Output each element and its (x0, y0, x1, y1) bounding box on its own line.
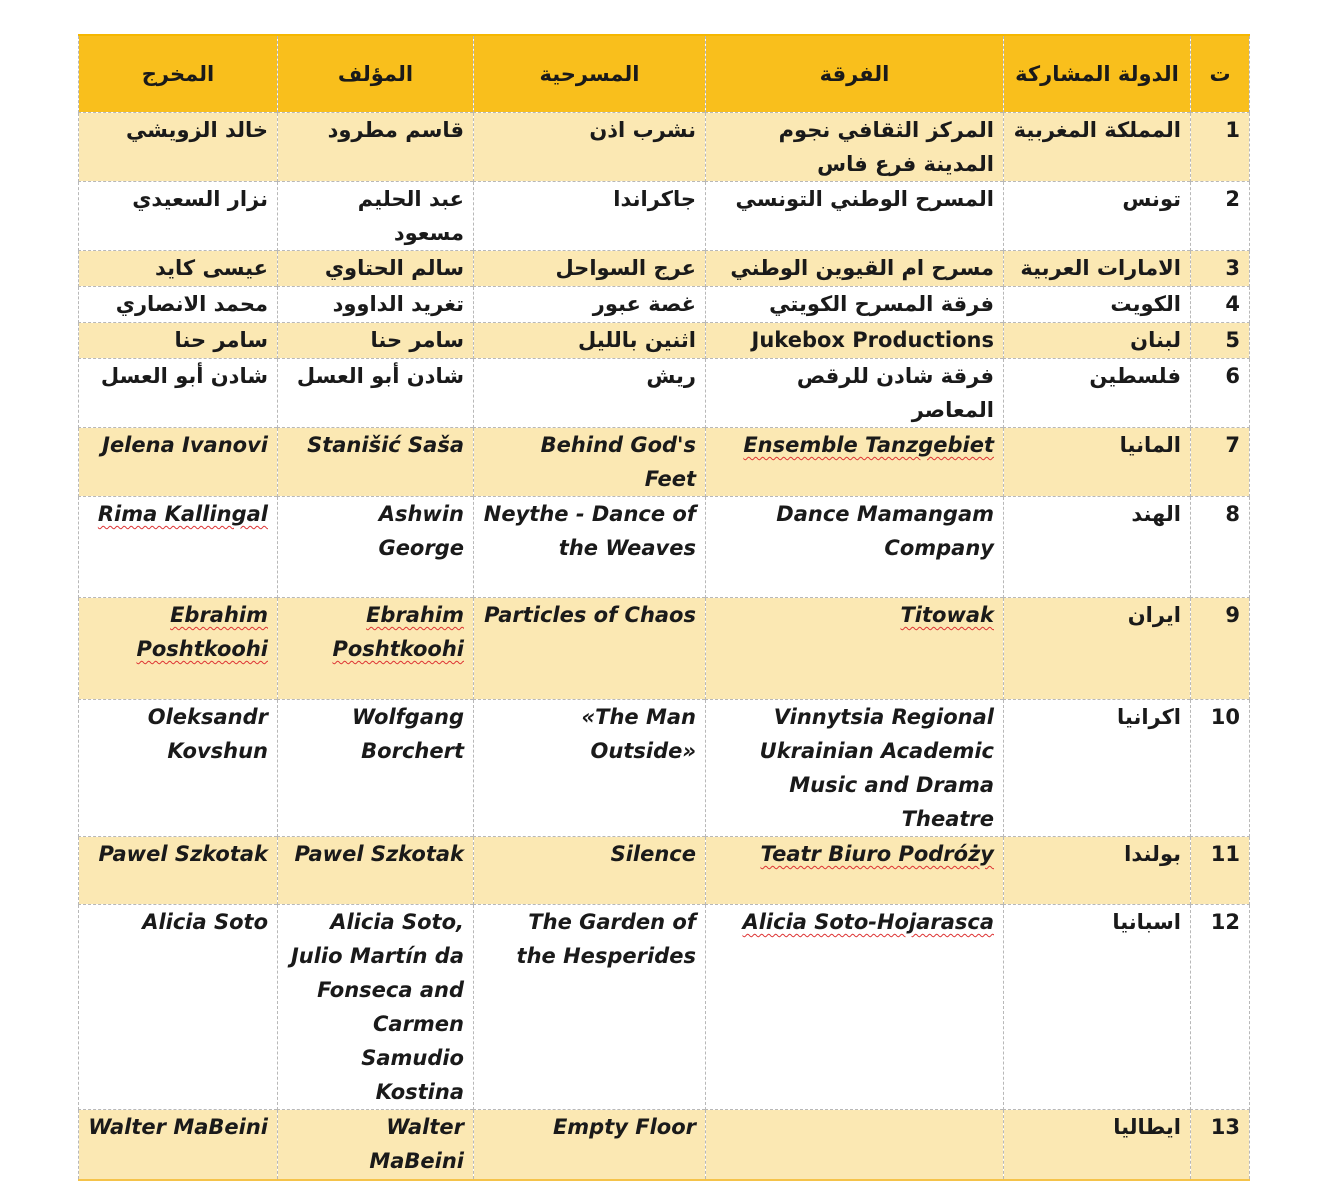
row-author: عبد الحليم مسعود (278, 182, 474, 251)
header-director: المخرج (79, 35, 278, 113)
row-num: 5 (1191, 323, 1250, 359)
row-director: عيسى كايد (79, 251, 278, 287)
table-row (79, 598, 1250, 700)
row-num: 13 (1191, 1110, 1250, 1180)
row-country: ايطاليا (1004, 1110, 1191, 1180)
table-header-row (79, 35, 1250, 113)
row-troupe (706, 1110, 1004, 1180)
row-director-text: Ebrahim Poshtkoohi (136, 603, 268, 661)
row-troupe-text: Teatr Biuro Podróży (760, 842, 994, 866)
row-country: اكرانيا (1004, 700, 1191, 837)
row-troupe: Dance Mamangam Company (706, 497, 1004, 598)
row-author (278, 598, 474, 700)
row-author: Wolfgang Borchert (278, 700, 474, 837)
row-country: الهند (1004, 497, 1191, 598)
row-play: «The Man Outside» (474, 700, 706, 837)
row-author: Alicia Soto, Julio Martín da Fonseca and Carmen Samudio Kostina (278, 905, 474, 1110)
row-play: Behind God's Feet (474, 428, 706, 497)
row-num: 6 (1191, 359, 1250, 428)
row-country: فلسطين (1004, 359, 1191, 428)
row-play: عرج السواحل (474, 251, 706, 287)
row-troupe: المسرح الوطني التونسي (706, 182, 1004, 251)
row-play: The Garden of the Hesperides (474, 905, 706, 1110)
row-play: اثنين بالليل (474, 323, 706, 359)
row-troupe: Vinnytsia Regional Ukrainian Academic Music and Drama Theatre (706, 700, 1004, 837)
row-director: Walter MaBeini (79, 1110, 278, 1180)
row-troupe: فرقة شادن للرقص المعاصر (706, 359, 1004, 428)
row-country: الامارات العربية (1004, 251, 1191, 287)
table-row (79, 251, 1250, 287)
row-num: 4 (1191, 287, 1250, 323)
table-row (79, 1110, 1250, 1180)
row-author: Stanišić Saša (278, 428, 474, 497)
row-author: Walter MaBeini (278, 1110, 474, 1180)
row-country: تونس (1004, 182, 1191, 251)
row-troupe (706, 905, 1004, 1110)
table-row (79, 287, 1250, 323)
row-country: بولندا (1004, 837, 1191, 905)
row-num: 10 (1191, 700, 1250, 837)
row-troupe (706, 428, 1004, 497)
row-director-text: Rima Kallingal (97, 502, 268, 526)
row-num: 1 (1191, 113, 1250, 182)
table-row (79, 359, 1250, 428)
row-director: Jelena Ivanovi (79, 428, 278, 497)
table-row (79, 182, 1250, 251)
row-play: Silence (474, 837, 706, 905)
row-country: الكويت (1004, 287, 1191, 323)
table-row (79, 497, 1250, 598)
row-author: قاسم مطرود (278, 113, 474, 182)
row-author: سالم الحتاوي (278, 251, 474, 287)
row-country: المانيا (1004, 428, 1191, 497)
row-director: سامر حنا (79, 323, 278, 359)
row-director (79, 497, 278, 598)
row-play: Neythe - Dance of the Weaves (474, 497, 706, 598)
row-num: 7 (1191, 428, 1250, 497)
row-num: 9 (1191, 598, 1250, 700)
table-row (79, 113, 1250, 182)
row-troupe: فرقة المسرح الكويتي (706, 287, 1004, 323)
row-troupe: مسرح ام القيوين الوطني (706, 251, 1004, 287)
row-troupe (706, 598, 1004, 700)
row-country: المملكة المغربية (1004, 113, 1191, 182)
header-troupe: الفرقة (706, 35, 1004, 113)
row-director: Alicia Soto (79, 905, 278, 1110)
row-author: تغريد الداوود (278, 287, 474, 323)
row-play: نشرب اذن (474, 113, 706, 182)
row-troupe: Jukebox Productions (706, 323, 1004, 359)
festival-participants-table (78, 34, 1250, 1181)
row-director: محمد الانصاري (79, 287, 278, 323)
row-country: لبنان (1004, 323, 1191, 359)
header-country: الدولة المشاركة (1004, 35, 1191, 113)
row-troupe: المركز الثقافي نجوم المدينة فرع فاس (706, 113, 1004, 182)
row-troupe-text: Ensemble Tanzgebiet (743, 433, 994, 457)
row-troupe (706, 837, 1004, 905)
row-director: Pawel Szkotak (79, 837, 278, 905)
row-num: 3 (1191, 251, 1250, 287)
row-director (79, 598, 278, 700)
table-row (79, 323, 1250, 359)
row-num: 12 (1191, 905, 1250, 1110)
row-play: Empty Floor (474, 1110, 706, 1180)
row-director: نزار السعيدي (79, 182, 278, 251)
row-director: شادن أبو العسل (79, 359, 278, 428)
row-num: 2 (1191, 182, 1250, 251)
row-troupe-text: Titowak (900, 603, 994, 627)
row-play: ريش (474, 359, 706, 428)
row-play: جاكراندا (474, 182, 706, 251)
row-author-text: Ebrahim Poshtkoohi (332, 603, 464, 661)
row-director: Oleksandr Kovshun (79, 700, 278, 837)
row-play: غصة عبور (474, 287, 706, 323)
row-country: اسبانيا (1004, 905, 1191, 1110)
row-num: 8 (1191, 497, 1250, 598)
row-num: 11 (1191, 837, 1250, 905)
row-director: خالد الزويشي (79, 113, 278, 182)
row-author: شادن أبو العسل (278, 359, 474, 428)
header-num: ت (1191, 35, 1250, 113)
row-country: ايران (1004, 598, 1191, 700)
row-play: Particles of Chaos (474, 598, 706, 700)
row-author: Ashwin George (278, 497, 474, 598)
row-troupe-text: Alicia Soto-Hojarasca (742, 910, 994, 934)
table-row (79, 700, 1250, 837)
row-author: Pawel Szkotak (278, 837, 474, 905)
header-author: المؤلف (278, 35, 474, 113)
table-row (79, 905, 1250, 1110)
table-row (79, 837, 1250, 905)
table-row (79, 428, 1250, 497)
header-play: المسرحية (474, 35, 706, 113)
row-author: سامر حنا (278, 323, 474, 359)
